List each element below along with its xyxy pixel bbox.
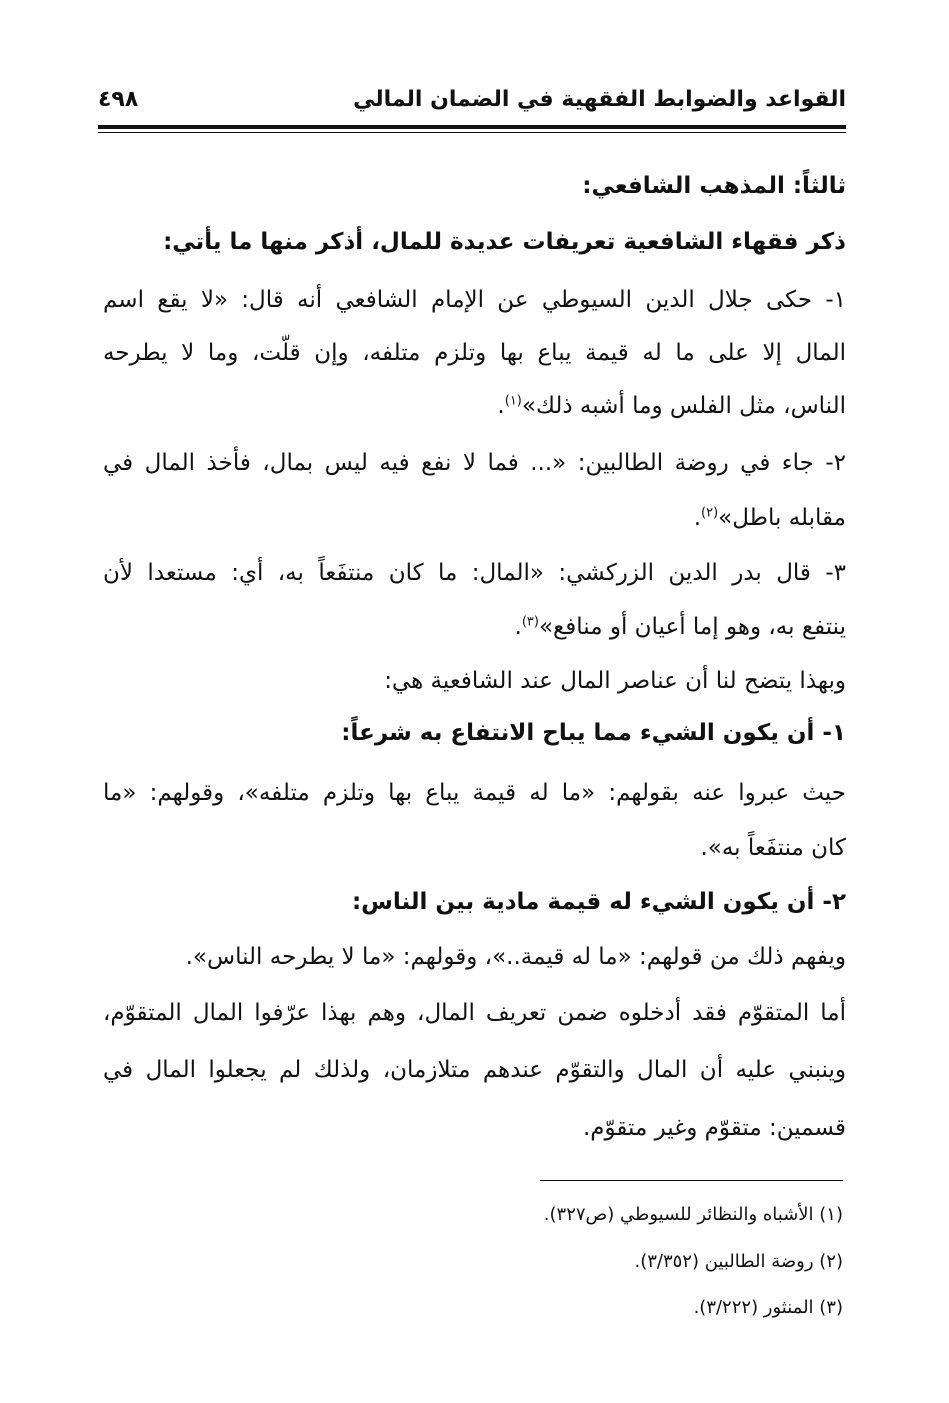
page-number: ٤٩٨	[98, 87, 139, 112]
element2-title: ٢- أن يكون الشيء له قيمة مادية بين الناس:	[351, 889, 846, 915]
item3-line2	[515, 607, 847, 647]
item3-line1: ٣- قال بدر الدين الزركشي: «المال: ما كان منتفَعاً به، أي: مستعدا لأن	[103, 560, 846, 586]
item2-line2	[694, 498, 846, 538]
header-rule-thin	[98, 132, 846, 133]
footnote-separator	[540, 1180, 843, 1181]
footnote-2: (٢) روضة الطالبين (٣/٣٥٢).	[634, 1251, 843, 1272]
item2-line1: ٢- جاء في روضة الطالبين: «... فما لا نفع فيه ليس بمال، فأخذ المال في	[103, 450, 846, 476]
header-title: القواعد والضوابط الفقهية في الضمان المالي	[353, 87, 846, 112]
item2-text: مقابله باطل»	[718, 505, 846, 531]
item1-line1: ١- حكى جلال الدين السيوطي عن الإمام الشافعي أنه قال: «لا يقع اسم	[103, 287, 846, 313]
conclusion-line1: أما المتقوّم فقد أدخلوه ضمن تعريف المال، وهم بهذا عرّفوا المال المتقوّم،	[103, 1000, 846, 1026]
item3-end: .	[514, 614, 522, 640]
elements-intro: وبهذا يتضح لنا أن عناصر المال عند الشافعية هي:	[384, 668, 846, 694]
footnote-3: (٣) المنثور (٣/٢٢٢).	[693, 1297, 843, 1318]
footnote-ref-2: (٢)	[701, 505, 719, 521]
conclusion-line2: وينبني عليه أن المال والتقوّم عندهم متلازمان، ولذلك لم يجعلوا المال في	[103, 1057, 846, 1083]
item2-end: .	[693, 505, 702, 531]
intro-line: ذكر فقهاء الشافعية تعريفات عديدة للمال، أذكر منها ما يأتي:	[163, 229, 846, 255]
item1-end: .	[497, 393, 505, 419]
footnote-ref-1: (١)	[504, 393, 522, 409]
footnote-1: (١) الأشباه والنظائر للسيوطي (ص٣٢٧).	[543, 1204, 843, 1225]
footnote-ref-3: (٣)	[521, 614, 539, 630]
item1-line2: المال إلا على ما له قيمة يباع بها وتلزم متلفه، وإن قلّت، وما لا يطرحه	[103, 340, 846, 366]
item3-text: ينتفع به، وهو إما أعيان أو منافع»	[538, 614, 846, 640]
element2-line1: ويفهم ذلك من قولهم: «ما له قيمة..»، وقولهم: «ما لا يطرحه الناس».	[185, 944, 846, 970]
element1-line2: كان منتفَعاً به».	[700, 835, 846, 861]
element1-line1: حيث عبروا عنه بقولهم: «ما له قيمة يباع بها وتلزم متلفه»، وقولهم: «ما	[103, 780, 846, 806]
running-header	[98, 82, 846, 124]
section-heading: ثالثاً: المذهب الشافعي:	[582, 173, 846, 199]
conclusion-line3: قسمين: متقوّم وغير متقوّم.	[582, 1115, 846, 1141]
item1-text: الناس، مثل الفلس وما أشبه ذلك»	[521, 393, 846, 419]
item1-line3	[497, 386, 846, 426]
element1-title: ١- أن يكون الشيء مما يباح الانتفاع به شرعاً:	[341, 720, 846, 746]
header-rule-thick	[98, 125, 846, 129]
